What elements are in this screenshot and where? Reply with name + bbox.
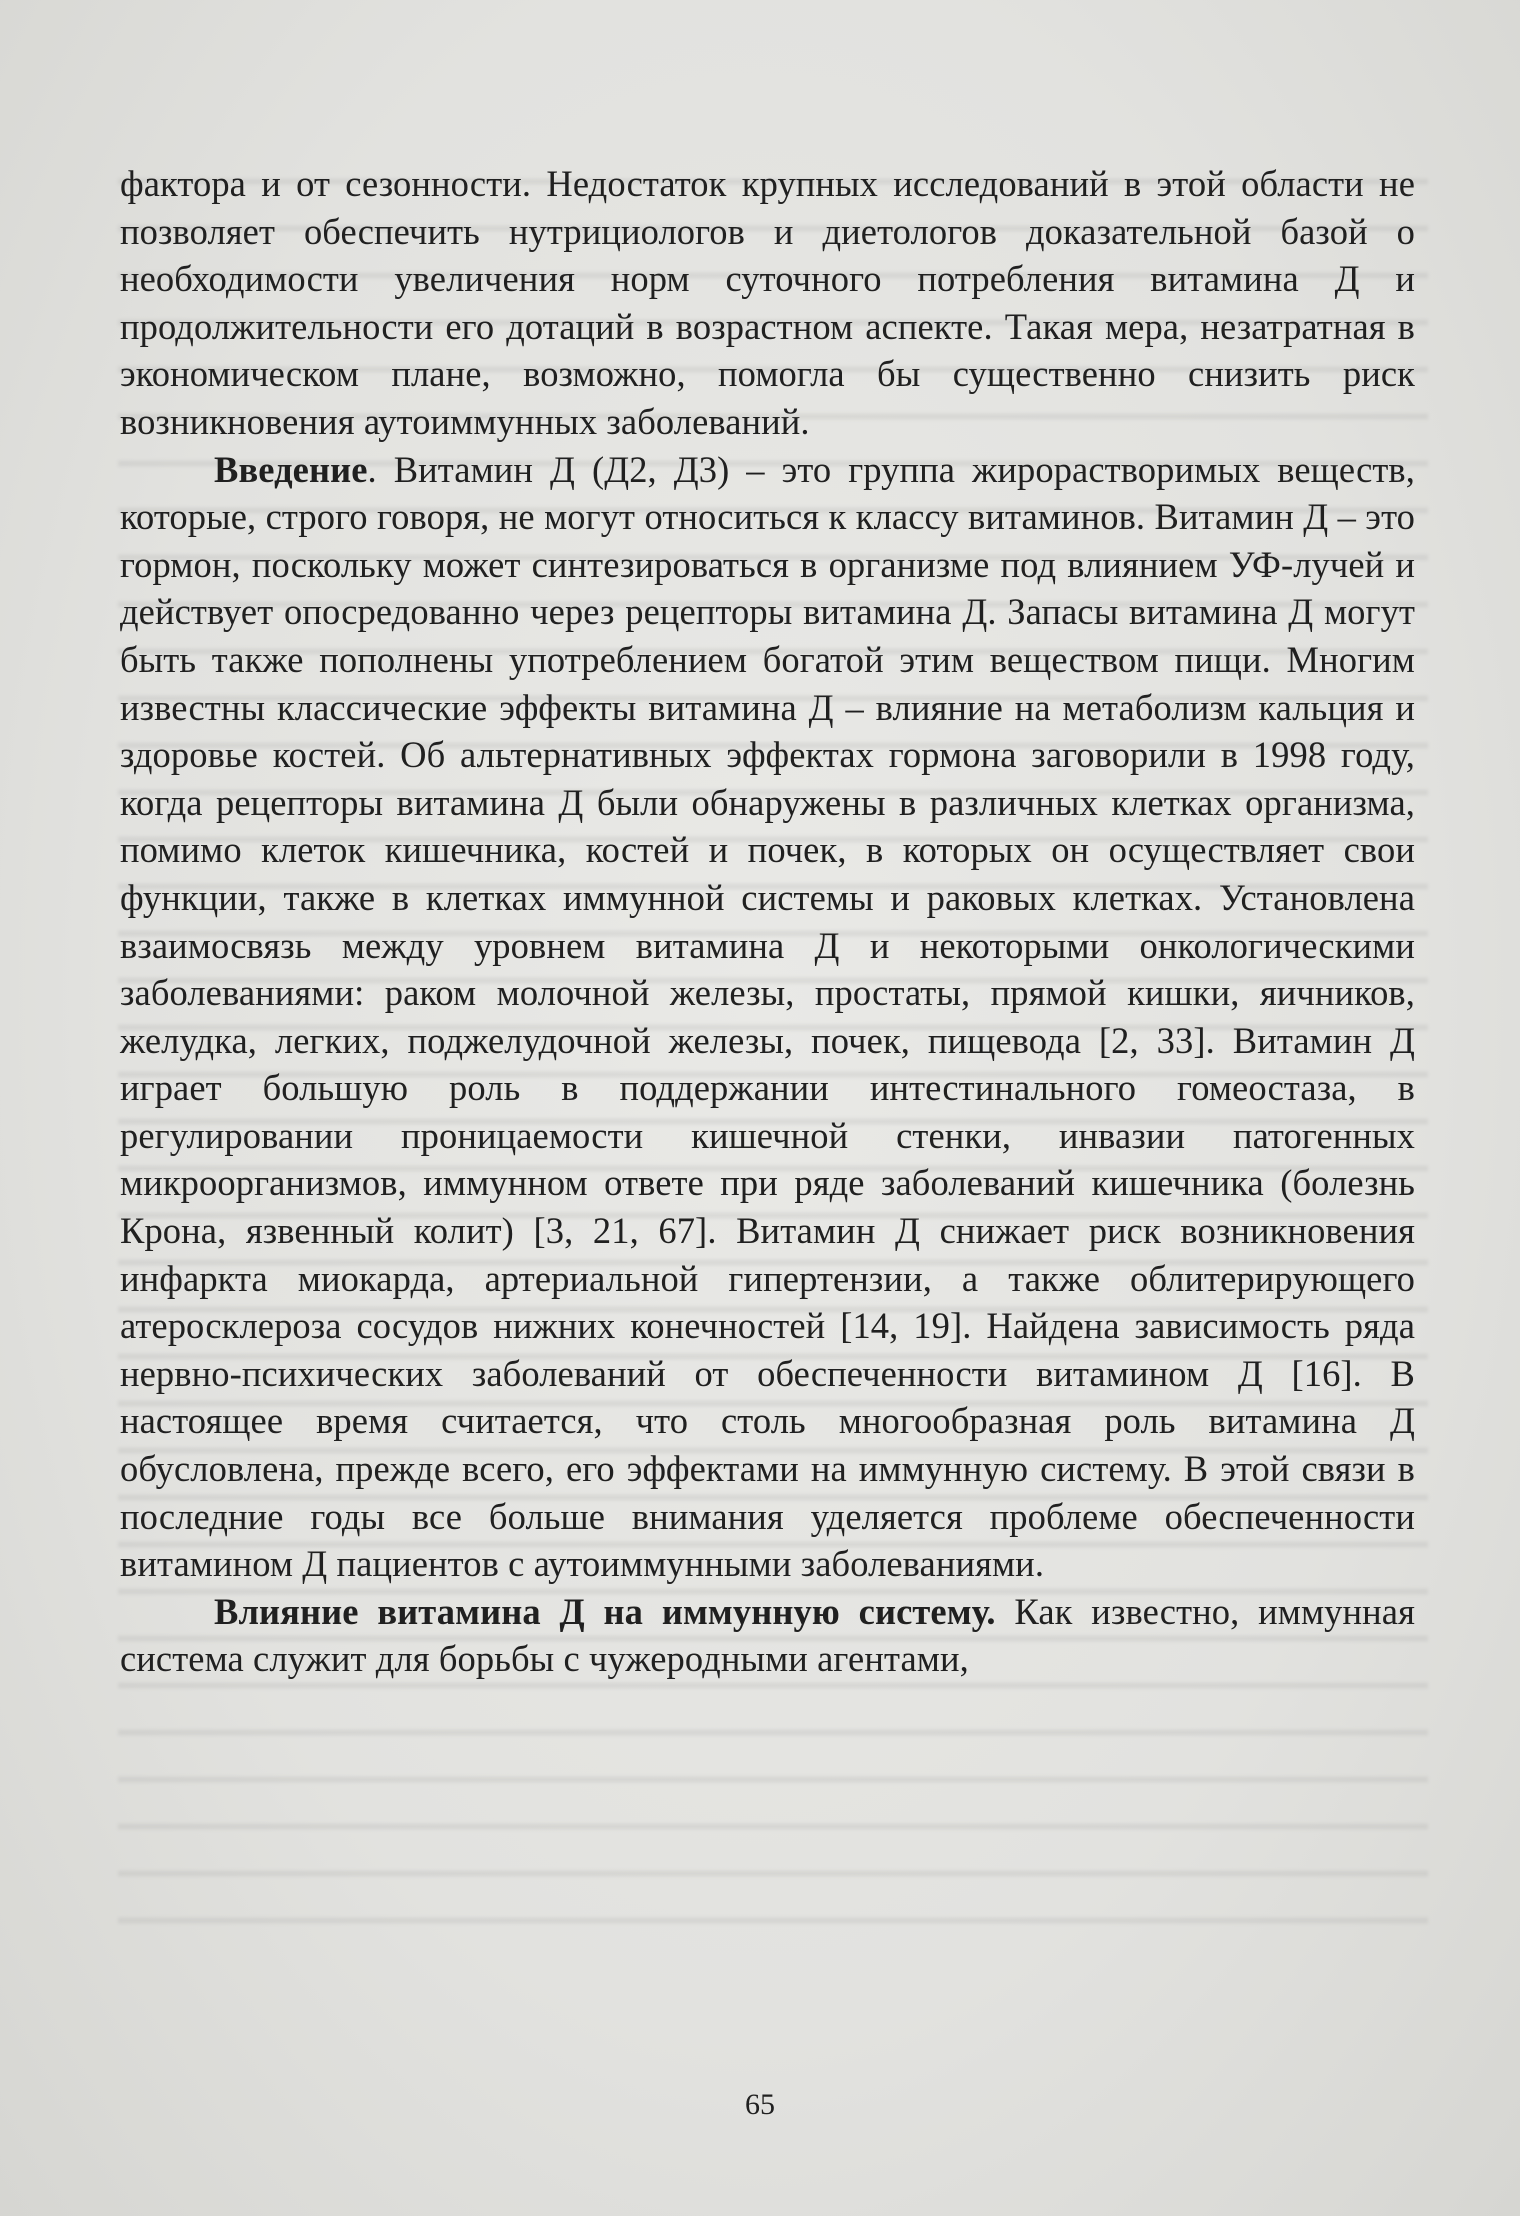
page-number: 65 [745, 2088, 775, 2121]
section-heading-immune-system: Влияние витамина Д на иммунную систему. [214, 1590, 996, 1632]
paragraph-text: . Витамин Д (Д2, Д3) – это группа жирорастворимых веществ, которые, строго говоря, не могут относиться к классу витаминов. Витамин Д – это гормон, поскольку может синтезироваться в организме под влиянием УФ-лучей и действует опосредованно через рецепторы витамина Д. Запасы витамина Д могут быть также пополнены употреблением богатой этим веществом пищи. Многим известны классические эффекты витамина Д – влияние на метаболизм кальция и здоровье костей. Об альтернативных эффектах гормона заговорили в 1998 году, когда рецепторы витамина Д были обнаружены в различных клетках организма, помимо клеток кишечника, костей и почек, в которых он осуществляет свои функции, также в клетках иммунной системы и раковых клетках. Установлена взаимосвязь между уровнем витамина Д и некоторыми онкологическими заболеваниями: раком молочной железы, простаты, прямой кишки, яичников, желудка, легких, поджелудочной железы, почек, пищевода [2, 33]. Витамин Д играет большую роль в поддержании интестинального гомеостаза, в регулировании проницаемости кишечной стенки, инвазии патогенных микроорганизмов, иммунном ответе при ряде заболеваний кишечника (болезнь Крона, язвенный колит) [3, 21, 67]. Витамин Д снижает риск возникновения инфаркта миокарда, артериальной гипертензии, а также облитерирующего атеросклероза сосудов нижних конечностей [14, 19]. Найдена зависимость ряда нервно-психических заболеваний от обеспеченности витамином Д [16]. В настоящее время считается, что столь многообразная роль витамина Д обусловлена, прежде всего, его эффектами на иммунную систему. В этой связи в последние годы все больше внимания уделяется проблеме обеспеченности витамином Д пациентов с аутоиммунными заболеваниями. [120, 448, 1415, 1585]
section-heading-introduction: Введение [214, 448, 368, 490]
paragraph-continuation [120, 160, 1415, 446]
paragraph-introduction [120, 446, 1415, 1588]
body-text [120, 160, 1415, 1683]
paragraph-text: фактора и от сезонности. Недостаток крупных исследований в этой области не позволяет обеспечить нутрициологов и диетологов доказательной базой о необходимости увеличения норм суточного потребления витамина Д и продолжительности его дотаций в возрастном аспекте. Такая мера, незатратная в экономическом плане, возможно, помогла бы существенно снизить риск возникновения аутоиммунных заболеваний. [120, 163, 1415, 442]
paragraph-immune-system [120, 1588, 1415, 1683]
paragraph-text: Как известно, иммунная система служит для борьбы с чужеродными агентами, [120, 1590, 1415, 1680]
